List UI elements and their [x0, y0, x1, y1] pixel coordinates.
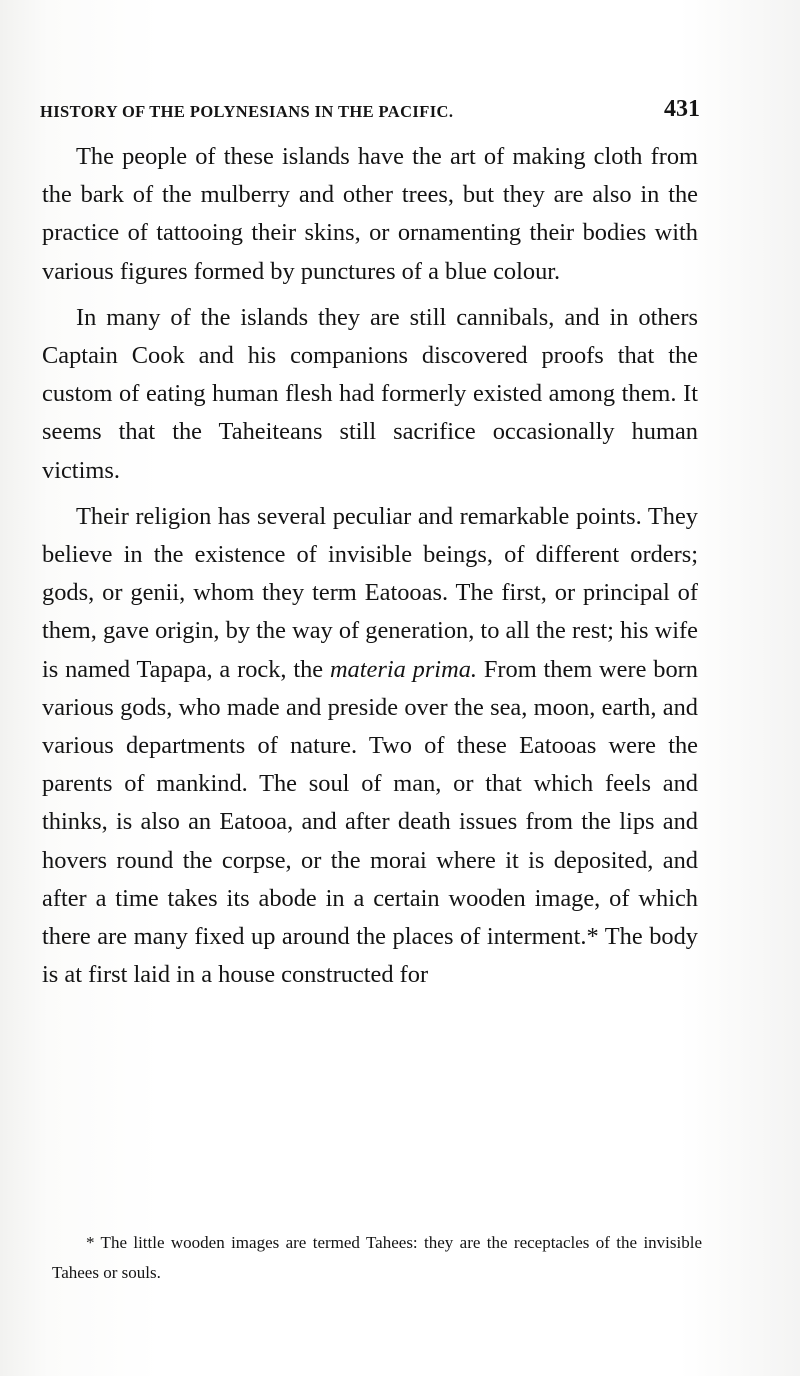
page-header	[40, 96, 700, 130]
paragraph-religion	[42, 498, 698, 995]
paragraph-cannibalism: In many of the islands they are still cannibals, and in others Captain Cook and his companions discovered proofs that the custom of eating human flesh had formerly existed among them. It seems that the Taheiteans still sacrifice occasionally human victims.	[42, 303, 698, 484]
paragraph-religion-part2: From them were born various gods, who made and preside over the sea, moon, earth, and various departments of nature. Two of these Eatooas were the parents of mankind. The soul of man, or that which feels and thinks, is also an Eatooa, and after death issues from the lips and hovers round the corpse, or the morai where it is deposited, and after a time takes its abode in a certain wooden image, of which there are many fixed up around the places of interment.* The body is at first laid in a house constructed for	[42, 655, 698, 989]
paragraph-religion-part1: Their religion has several peculiar and remarkable points. They believe in the existence of invisible beings, of different orders; gods, or genii, whom they term Eatooas. The first, or principal of them, gave origin, by the way of generation, to all the rest; his wife is named Tapapa, a rock, the	[42, 502, 698, 683]
running-title: HISTORY OF THE POLYNESIANS IN THE PACIFIC.	[40, 102, 454, 121]
page-number: 431	[664, 96, 700, 122]
footnote-text: * The little wooden images are termed Tahees: they are the receptacles of the invisible Tahees or souls.	[52, 1233, 702, 1282]
paragraph-cloth-tattooing: The people of these islands have the art of making cloth from the bark of the mulberry and other trees, but they are also in the practice of tattooing their skins, or ornamenting their bodies with various figures formed by punctures of a blue colour.	[42, 143, 698, 285]
body-text	[42, 138, 698, 1002]
italic-materia-prima: materia prima.	[329, 655, 477, 683]
footnote	[52, 1228, 702, 1288]
